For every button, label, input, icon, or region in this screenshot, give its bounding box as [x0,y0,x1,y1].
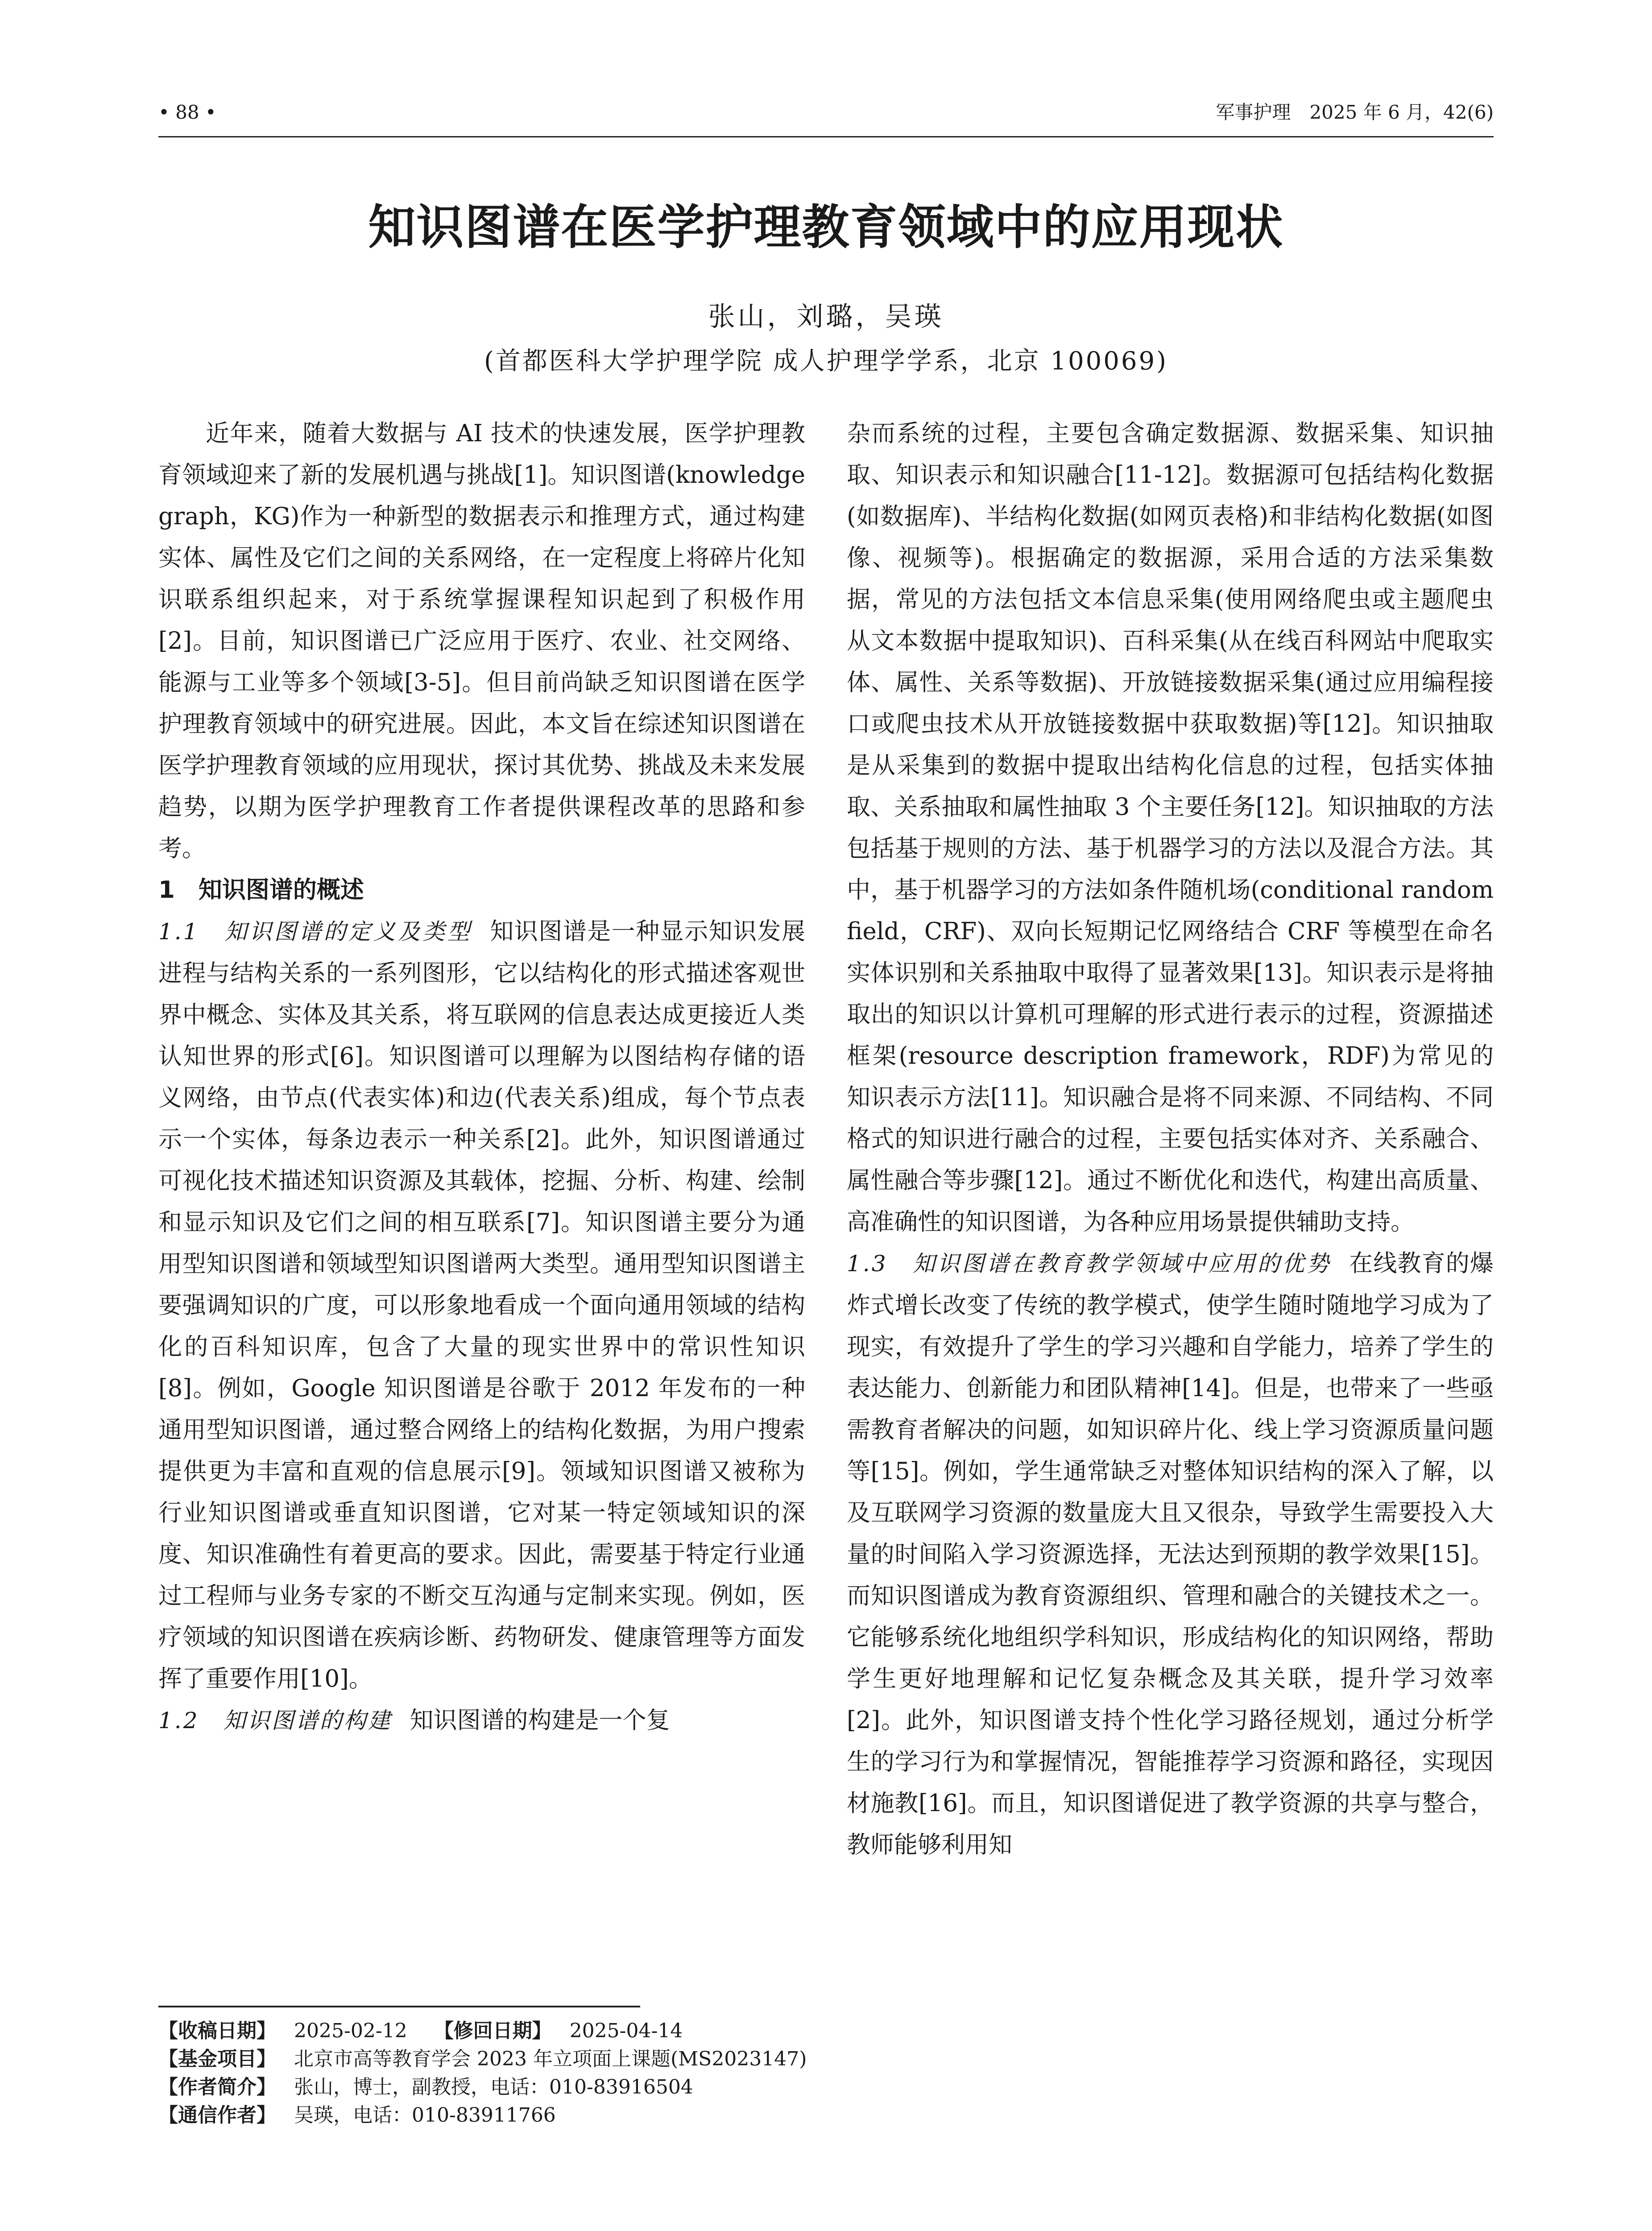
page-number: • 88 • [158,101,216,123]
subsection-1-1 [158,911,805,1700]
footnotes [158,2017,805,2129]
subsection-title: 1.1 知识图谱的定义及类型 [158,919,472,945]
section-heading: 1 知识图谱的概述 [158,876,364,904]
intro-paragraph: 近年来，随着大数据与 AI 技术的快速发展，医学护理教育领域迎来了新的发展机遇与挑战[1]。知识图谱(knowledge graph，KG)作为一种新型的数据表示和推理方式，通过构建实体、属性及它们之间的关系网络，在一定程度上将碎片化知识联系组织起来，对于系统掌握课程知识起到了积极作用[2]。目前，知识图谱已广泛应用于医疗、农业、社交网络、能源与工业等多个领域[3-5]。但目前尚缺乏知识图谱在医学护理教育领域中的研究进展。因此，本文旨在综述知识图谱在医学护理教育领域的应用现状，探讨其优势、挑战及未来发展趋势，以期为医学护理教育工作者提供课程改革的思路和参考。 [158,420,805,862]
footnote-fund [158,2045,805,2073]
author-text: 张山，博士，副教授，电话：010-83916504 [294,2076,693,2098]
subsection-title: 1.2 知识图谱的构建 [158,1708,392,1733]
running-head [158,99,1494,126]
header-rule [158,136,1494,137]
received-label: 【收稿日期】 [158,2020,276,2042]
corresponding-label: 【通信作者】 [158,2104,276,2127]
corresponding-text: 吴瑛，电话：010-83911766 [294,2104,556,2127]
article-title: 知识图谱在医学护理教育领域中的应用现状 [368,200,1284,255]
subsection-body: 在线教育的爆炸式增长改变了传统的教学模式，使学生随时随地学习成为了现实，有效提升了学生的学习兴趣和自学能力，培养了学生的表达能力、创新能力和团队精神[14]。但是，也带来了一些亟需教育者解决的问题，如知识碎片化、线上学习资源质量问题等[15]。例如，学生通常缺乏对整体知识结构的深入了解，以及互联网学习资源的数量庞大且又很杂，导致学生需要投入大量的时间陷入学习资源选择，无法达到预期的教学效果[15]。而知识图谱成为教育资源组织、管理和融合的关键技术之一。它能够系统化地组织学科知识，形成结构化的知识网络，帮助学生更好地理解和记忆复杂概念及其关联，提升学习效率[2]。此外，知识图谱支持个性化学习路径规划，通过分析学生的学习行为和掌握情况，智能推荐学习资源和路径，实现因材施教[16]。而且，知识图谱促进了教学资源的共享与整合，教师能够利用知 [847,1250,1494,1858]
left-column [158,413,805,1742]
fund-label: 【基金项目】 [158,2048,276,2070]
fund-text: 北京市高等教育学会 2023 年立项面上课题(MS2023147) [294,2048,807,2070]
journal-citation: 军事护理 2025 年 6 月，42(6) [1216,101,1494,123]
subsection-1-2 [158,1700,805,1742]
article-affiliation: (首都医科大学护理学院 成人护理学学系，北京 100069) [484,347,1168,376]
footnote-author [158,2073,805,2101]
construction-paragraph: 杂而系统的过程，主要包含确定数据源、数据采集、知识抽取、知识表示和知识融合[11-12]。数据源可包括结构化数据(如数据库)、半结构化数据(如网页表格)和非结构化数据(如图像、视频等)。根据确定的数据源，采用合适的方法采集数据，常见的方法包括文本信息采集(使用网络爬虫或主题爬虫从文本数据中提取知识)、百科采集(从在线百科网站中爬取实体、属性、关系等数据)、开放链接数据采集(通过应用编程接口或爬虫技术从开放链接数据中获取数据)等[12]。知识抽取是从采集到的数据中提取出结构化信息的过程，包括实体抽取、关系抽取和属性抽取 3 个主要任务[12]。知识抽取的方法包括基于规则的方法、基于机器学习的方法以及混合方法。其中，基于机器学习的方法如条件随机场(conditional random field，CRF)、双向长短期记忆网络结合 CRF 等模型在命名实体识别和关系抽取中取得了显著效果[13]。知识表示是将抽取出的知识以计算机可理解的形式进行表示的过程，资源描述框架(resource description framework，RDF)为常见的知识表示方法[11]。知识融合是将不同来源、不同结构、不同格式的知识进行融合的过程，主要包括实体对齐、关系融合、属性融合等步骤[12]。通过不断优化和迭代，构建出高质量、高准确性的知识图谱，为各种应用场景提供辅助支持。 [847,420,1494,1236]
footnote-dates [158,2017,805,2045]
subsection-title: 1.3 知识图谱在教育教学领域中应用的优势 [847,1251,1332,1277]
right-column [847,413,1494,1866]
footnote-rule [158,2006,640,2007]
article-authors: 张山，刘璐，吴瑛 [708,301,944,332]
revised-date: 2025-04-14 [569,2020,683,2042]
subsection-body: 知识图谱是一种显示知识发展进程与结构关系的一系列图形，它以结构化的形式描述客观世界中概念、实体及其关系，将互联网的信息表达成更接近人类认知世界的形式[6]。知识图谱可以理解为以图结构存储的语义网络，由节点(代表实体)和边(代表关系)组成，每个节点表示一个实体，每条边表示一种关系[2]。此外，知识图谱通过可视化技术描述知识资源及其载体，挖掘、分析、构建、绘制和显示知识及它们之间的相互联系[7]。知识图谱主要分为通用型知识图谱和领域型知识图谱两大类型。通用型知识图谱主要强调知识的广度，可以形象地看成一个面向通用领域的结构化的百科知识库，包含了大量的现实世界中的常识性知识[8]。例如，Google 知识图谱是谷歌于 2012 年发布的一种通用型知识图谱，通过整合网络上的结构化数据，为用户搜索提供更为丰富和直观的信息展示[9]。领域知识图谱又被称为行业知识图谱或垂直知识图谱，它对某一特定领域知识的深度、知识准确性有着更高的要求。因此，需要基于特定行业通过工程师与业务专家的不断交互沟通与定制来实现。例如，医疗领域的知识图谱在疾病诊断、药物研发、健康管理等方面发挥了重要作用[10]。 [158,918,805,1692]
received-date: 2025-02-12 [294,2020,407,2042]
revised-label: 【修回日期】 [434,2020,552,2042]
subsection-1-3 [847,1243,1494,1866]
footnote-corresponding [158,2101,805,2129]
author-label: 【作者简介】 [158,2076,276,2098]
subsection-body: 知识图谱的构建是一个复 [410,1707,670,1734]
